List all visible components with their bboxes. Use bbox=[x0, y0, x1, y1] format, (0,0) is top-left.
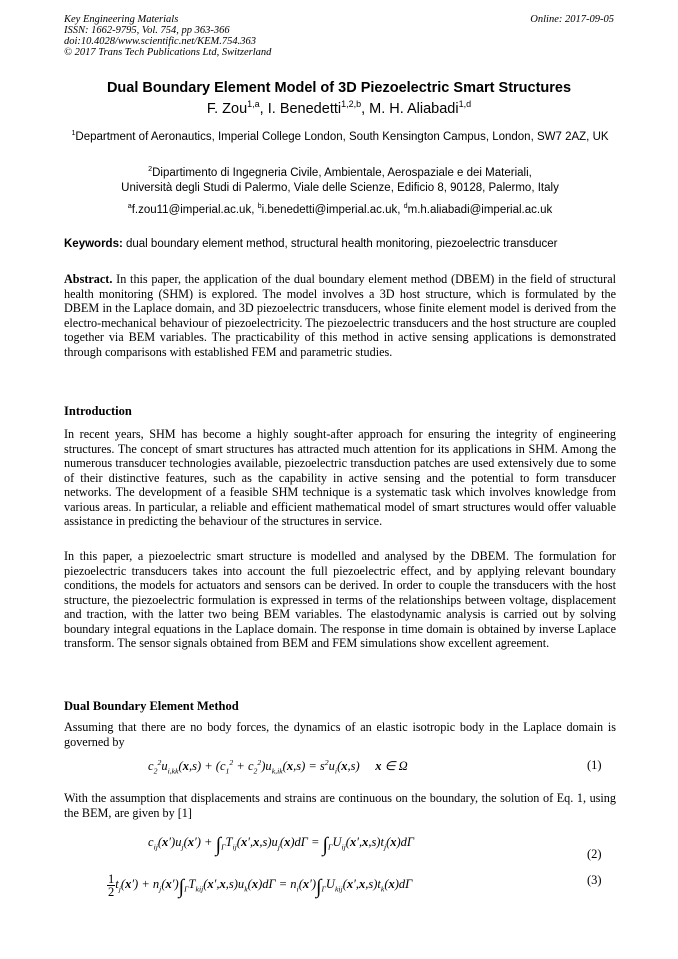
abstract-label: Abstract. bbox=[64, 272, 113, 286]
issn: ISSN: 1662-9795, Vol. 754, pp 363-366 bbox=[64, 25, 230, 36]
affiliation-2 bbox=[70, 166, 610, 196]
introduction-paragraph-1: In recent years, SHM has become a highly sought-after approach for ensuring the integrity of engineering structures. The concept of smart structures has attracted much attention for its applications in SHM. Among the numerous transducer technologies available, piezoelectric transduction patches are used extensively due to some of their distinctive features, such as the capability in active sensing and the potential to form transducer networks. The development of a feasible SHM technique is a systematic task which involves knowledge from various areas. In particular, a reliable and efficient mathematical model of smart structures would offer valuable assistance in predicting the behaviour of the structures in service. bbox=[64, 427, 616, 528]
introduction-paragraph-2: In this paper, a piezoelectric smart structure is modelled and analysed by the DBEM. The formulation for piezoelectric transducers takes into account the full piezoelectric effect, and by applying relevant boundary conditions, the models for actuators and sensors can be derived. In order to couple the transducers with the host structure, the piezoelectric formulation is expressed in terms of the relationships between voltage, displacement and traction, with the latter two being BEM variables. The elastodynamic analysis is carried out by solving boundary integral equations in the Laplace domain. The response in time domain is obtained by inverse Laplace transform. The sensor signals obtained from BEM and FEM simulations show excellent agreement. bbox=[64, 549, 616, 650]
journal-name: Key Engineering Materials bbox=[64, 14, 179, 25]
abstract bbox=[64, 272, 616, 359]
affiliation-sup: 2 bbox=[148, 165, 153, 174]
email-sup: b bbox=[257, 202, 262, 211]
author-sup: 1,2,b bbox=[341, 99, 362, 110]
author-name: M. H. Aliabadi bbox=[369, 101, 459, 117]
equation-1-expression: $c_2^2u_{i,kk}(x,s) + (c_1^2 + c_2^2)u_{k,ik}(x,s) = s^2u_i(x,s)$ x ∈ Ω bbox=[148, 757, 408, 776]
section-heading-dbem: Dual Boundary Element Method bbox=[64, 699, 239, 713]
author-name: I. Benedetti bbox=[267, 101, 342, 117]
keywords-text: dual boundary element method, structural health monitoring, piezoelectric transducer bbox=[122, 238, 558, 250]
abstract-text: In this paper, the application of the dual boundary element method (DBEM) in the field of structural health monitoring (SHM) is explored. The model involves a 3D host structure, which is formulated by the DBEM in the Laplace domain, and 3D piezoelectric transducers, whose finite element model is derived from the electro-mechanical behaviour of piezoelectricity. The piezoelectric transducers and the host structure are coupled together via BEM variables. The practicability of this method in active sensing applications is demonstrated through comparisons with established FEM and parametric studies. bbox=[64, 272, 616, 359]
paper-title: Dual Boundary Element Model of 3D Piezoelectric Smart Structures bbox=[106, 80, 572, 96]
affiliation-sup: 1 bbox=[71, 129, 76, 138]
affiliation-text: Università degli Studi di Palermo, Viale delle Scienze, Edificio 8, 90128, Palermo, Italy bbox=[121, 182, 559, 194]
copyright: © 2017 Trans Tech Publications Ltd, Switzerland bbox=[64, 47, 272, 58]
affiliation-1 bbox=[70, 130, 610, 145]
doi: doi:10.4028/www.scientific.net/KEM.754.363 bbox=[64, 36, 256, 47]
author-name: F. Zou bbox=[206, 101, 248, 117]
online-date: Online: 2017-09-05 bbox=[530, 14, 614, 25]
equation-2-expression: $c_{ij}(x')u_j(x') + \int_\Gamma T_{ij}(x',x,s)u_j(x)d\Gamma = \int_\Gamma U_{ij}(x',x,s)t_j(x)d\Gamma$ bbox=[148, 834, 415, 856]
equation-3-expression: $\frac{1}{2}$ $t_j(x') + n_j(x')\int_\Gamma T_{kij}(x',x,s)u_k(x)d\Gamma = n_i(x')\int_\Gamma U_{kij}(x',x,s)t_k(x)d\Gamma$ bbox=[108, 872, 413, 899]
affiliation-text: Dipartimento di Ingegneria Civile, Ambientale, Aerospaziale e dei Materiali, bbox=[152, 167, 532, 179]
keywords bbox=[64, 238, 616, 250]
email-sup: d bbox=[403, 202, 408, 211]
dbem-paragraph-1: Assuming that there are no body forces, the dynamics of an elastic isotropic body in the Laplace domain is governed by bbox=[64, 720, 616, 749]
section-heading-introduction: Introduction bbox=[64, 404, 132, 418]
email: f.zou11@imperial.ac.uk bbox=[131, 204, 252, 216]
author-sup: 1,d bbox=[458, 99, 472, 110]
equation-number: (1) bbox=[587, 758, 602, 772]
author-sup: 1,a bbox=[247, 99, 260, 110]
author-list: F. Zou$^{1,a}$, I. Benedetti$^{1,2,b}$, M. H. Aliabadi$^{1,d}$ bbox=[206, 99, 472, 117]
author-emails: $^a$f.zou11@imperial.ac.uk, $^b$i.benedetti@imperial.ac.uk, $^d$m.h.aliabadi@imperial.ac.uk bbox=[127, 202, 553, 216]
email-sup: a bbox=[127, 202, 132, 211]
email: m.h.aliabadi@imperial.ac.uk bbox=[407, 204, 553, 216]
dbem-paragraph-2: With the assumption that displacements and strains are continuous on the boundary, the solution of Eq. 1, using the BEM, are given by [1] bbox=[64, 791, 616, 820]
email: i.benedetti@imperial.ac.uk bbox=[261, 204, 398, 216]
equation-number: (2) bbox=[587, 847, 602, 861]
equation-number: (3) bbox=[587, 873, 602, 887]
journal-header bbox=[64, 14, 271, 58]
affiliation-text: Department of Aeronautics, Imperial College London, South Kensington Campus, London, SW7 2AZ, UK bbox=[75, 131, 609, 143]
keywords-label: Keywords: bbox=[64, 238, 123, 250]
